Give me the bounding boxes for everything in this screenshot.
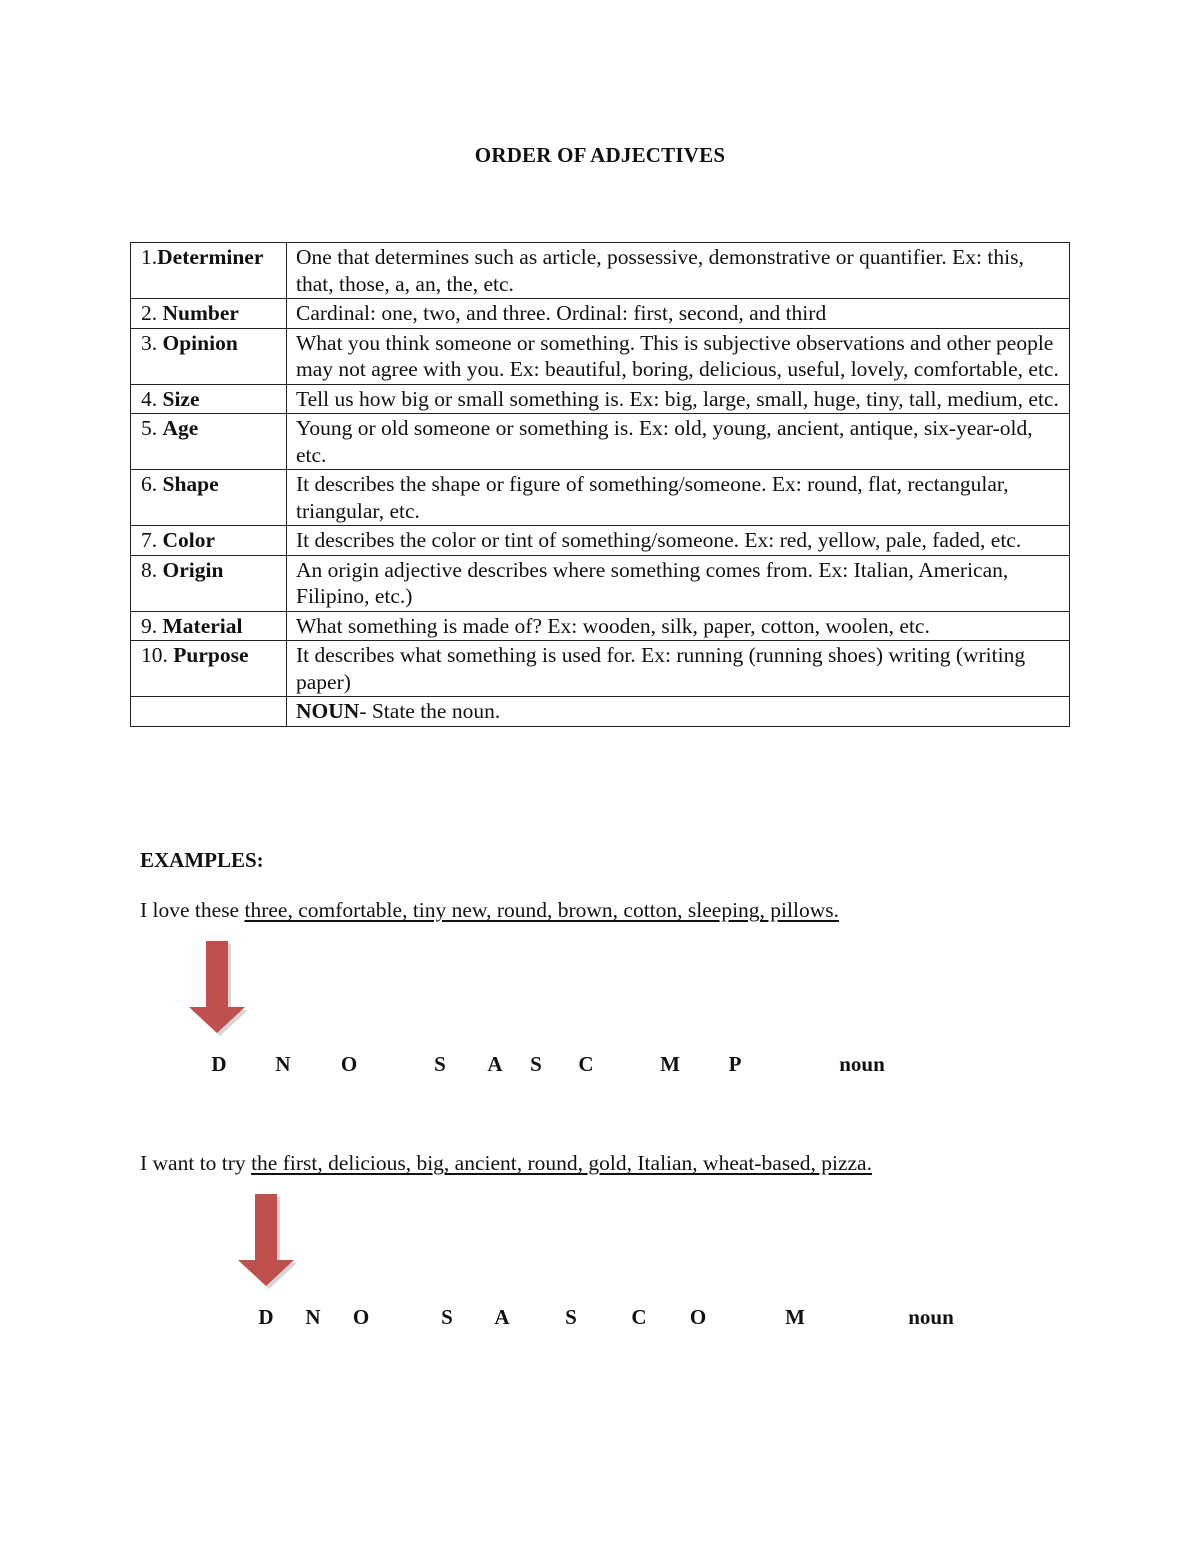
category-number: 5.: [141, 416, 163, 440]
adjective-order-table: [130, 242, 1070, 727]
example-2-prefix: I want to try: [140, 1151, 252, 1175]
table-row: [131, 414, 1070, 470]
order-code-letter: S: [441, 1305, 453, 1329]
order-code-letter: S: [565, 1305, 577, 1329]
order-code-letter: A: [494, 1305, 510, 1329]
category-cell: [131, 611, 287, 641]
table-row: [131, 470, 1070, 526]
noun-text: - State the noun.: [359, 699, 501, 723]
category-number: 2.: [141, 301, 163, 325]
examples-heading: EXAMPLES:: [140, 848, 264, 872]
empty-cell: [131, 697, 287, 727]
noun-description: [287, 697, 1070, 727]
order-code-letter: O: [689, 1305, 707, 1329]
category-description: It describes the color or tint of something/someone. Ex: red, yellow, pale, faded, etc.: [287, 526, 1070, 556]
table-row: [131, 299, 1070, 329]
category-cell: [131, 526, 287, 556]
category-label: Origin: [162, 557, 224, 582]
category-description: What you think someone or something. This is subjective observations and other people may not agree with you. Ex: beautiful, boring, delicious, useful, lovely, comfortable, etc.: [287, 328, 1070, 384]
order-code-letter: A: [487, 1052, 503, 1076]
example-1-prefix: I love these: [140, 898, 245, 922]
category-label: Shape: [162, 472, 219, 496]
table-body: [131, 243, 1070, 727]
category-description: What something is made of? Ex: wooden, silk, paper, cotton, woolen, etc.: [287, 611, 1070, 641]
example-2-underlined-phrase: the first, delicious, big, ancient, round, gold, Italian, wheat-based, pizza.: [251, 1151, 872, 1175]
category-label: Purpose: [173, 643, 249, 667]
order-code-letter: D: [211, 1052, 227, 1076]
category-cell: [131, 328, 287, 384]
order-code-letter: M: [785, 1305, 805, 1329]
category-number: 9.: [141, 613, 163, 638]
down-arrow-icon: [186, 940, 252, 1038]
category-number: 8.: [141, 557, 163, 582]
order-code-letter: M: [660, 1052, 680, 1076]
order-code-letter: noun: [839, 1052, 885, 1076]
category-cell: [131, 299, 287, 329]
table-row: [131, 384, 1070, 414]
example-sentence-2: [140, 1151, 872, 1176]
category-description: One that determines such as article, possessive, demonstrative or quantifier. Ex: this, that, those, a, an, the, etc.: [287, 243, 1070, 299]
category-description: It describes what something is used for. Ex: running (running shoes) writing (writing paper): [287, 641, 1070, 697]
category-cell: [131, 470, 287, 526]
category-number: 3.: [141, 330, 163, 355]
category-cell: [131, 555, 287, 611]
order-code-letter: N: [305, 1305, 321, 1329]
category-label: Size: [162, 386, 200, 411]
category-label: Number: [162, 301, 239, 325]
category-label: Material: [162, 613, 243, 638]
order-code-letter: N: [275, 1052, 291, 1076]
table-row: [131, 611, 1070, 641]
table-row: [131, 243, 1070, 299]
order-code-letter: noun: [908, 1305, 954, 1329]
category-label: Opinion: [162, 330, 238, 355]
order-code-letter: C: [631, 1305, 647, 1329]
order-code-letter: C: [578, 1052, 594, 1076]
category-label: Determiner: [157, 245, 264, 269]
category-number: 10.: [141, 643, 174, 667]
table-row: [131, 328, 1070, 384]
table-row: [131, 526, 1070, 556]
down-arrow-icon: [235, 1193, 301, 1291]
order-code-letter: O: [340, 1052, 358, 1076]
category-description: It describes the shape or figure of something/someone. Ex: round, flat, rectangular, triangular, etc.: [287, 470, 1070, 526]
category-description: Tell us how big or small something is. Ex: big, large, small, huge, tiny, tall, medium, etc.: [287, 384, 1070, 414]
category-label: Age: [162, 416, 199, 440]
category-description: Cardinal: one, two, and three. Ordinal: first, second, and third: [287, 299, 1070, 329]
page-title: ORDER OF ADJECTIVES: [474, 143, 726, 167]
order-code-letter: P: [728, 1052, 742, 1076]
category-cell: [131, 243, 287, 299]
category-cell: [131, 384, 287, 414]
example-1-underlined-phrase: three, comfortable, tiny new, round, brown, cotton, sleeping, pillows.: [244, 898, 839, 922]
category-description: Young or old someone or something is. Ex: old, young, ancient, antique, six-year-old, etc.: [287, 414, 1070, 470]
order-code-letter: S: [434, 1052, 446, 1076]
category-number: 6.: [141, 472, 163, 496]
category-cell: [131, 641, 287, 697]
category-number: 7.: [141, 528, 163, 552]
category-cell: [131, 414, 287, 470]
category-number: 4.: [141, 386, 163, 411]
table-row: [131, 555, 1070, 611]
order-code-letter: O: [352, 1305, 370, 1329]
order-code-letter: S: [530, 1052, 542, 1076]
table-row: [131, 641, 1070, 697]
category-number: 1.: [141, 245, 158, 269]
noun-label: NOUN: [296, 699, 360, 723]
table-row-noun: [131, 697, 1070, 727]
example-sentence-1: [140, 898, 839, 923]
category-description: An origin adjective describes where something comes from. Ex: Italian, American, Filipino, etc.): [287, 555, 1070, 611]
order-code-letter: D: [258, 1305, 274, 1329]
category-label: Color: [162, 528, 216, 552]
